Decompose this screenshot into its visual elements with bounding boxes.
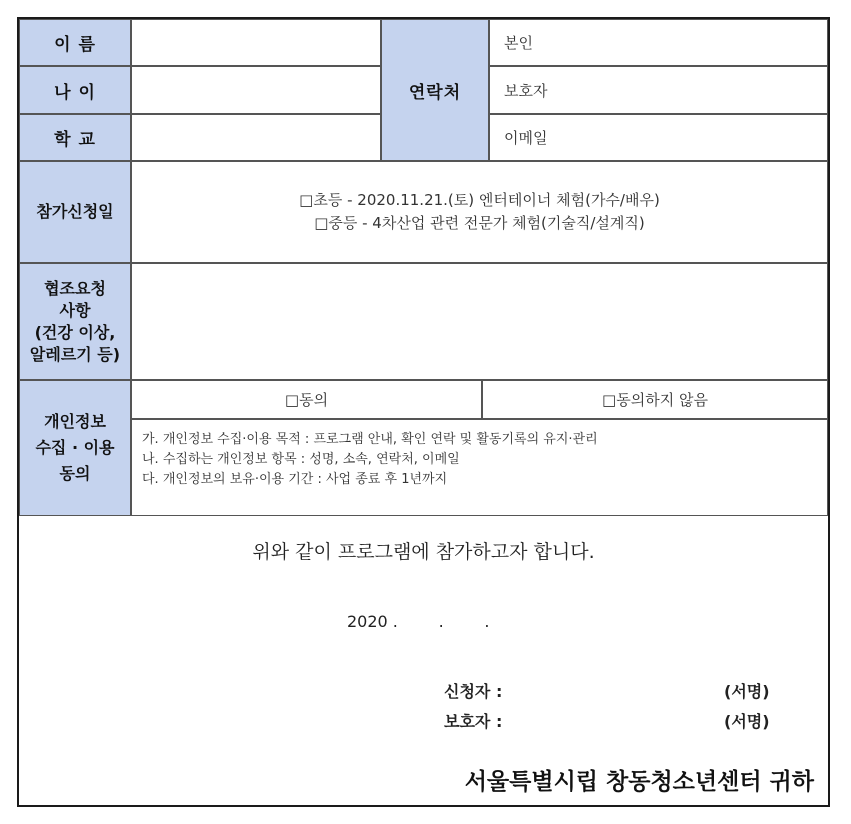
- declaration-section: [19, 515, 828, 805]
- consent-label: [19, 380, 131, 516]
- consent-detail-item: 나. 수집하는 개인정보 항목 : 성명, 소속, 연락처, 이메일: [142, 452, 460, 467]
- name-label: 이 름: [19, 19, 131, 66]
- consent-details: [131, 419, 828, 516]
- consent-label-line: 수집 · 이용: [35, 438, 115, 457]
- apply-date-label: 참가신청일: [19, 161, 131, 263]
- contact-email-label: 이메일: [504, 129, 548, 147]
- contact-self-label: 본인: [504, 34, 533, 52]
- declaration-text: 위와 같이 프로그램에 참가하고자 합니다.: [252, 541, 595, 563]
- consent-detail-item: 다. 개인정보의 보유·이용 기간 : 사업 종료 후 1년까지: [142, 472, 448, 487]
- apply-option-elementary[interactable]: □초등 - 2020.11.21.(토) 엔터테이너 체험(가수/배우): [299, 191, 660, 209]
- apply-options: [131, 161, 828, 263]
- request-label-line: 사항: [59, 300, 91, 320]
- request-label-line: 협조요청: [44, 278, 106, 298]
- consent-disagree-option[interactable]: □동의하지 않음: [482, 380, 828, 419]
- school-field[interactable]: [131, 114, 381, 161]
- name-field[interactable]: [131, 19, 381, 66]
- contact-guardian-label: 보호자: [504, 81, 548, 100]
- date-line[interactable]: 2020 . . .: [347, 612, 490, 631]
- school-label: 학 교: [19, 114, 131, 161]
- contact-label: 연락처: [381, 19, 489, 161]
- contact-email-field[interactable]: [489, 114, 828, 161]
- applicant-label: 신청자 :: [444, 682, 503, 701]
- consent-detail-item: 가. 개인정보 수집·이용 목적 : 프로그램 안내, 확인 연락 및 활동기록의 유지·관리: [142, 432, 598, 447]
- request-label-line: (건강 이상,: [34, 322, 116, 342]
- consent-agree-option[interactable]: □동의: [131, 380, 482, 419]
- age-field[interactable]: [131, 66, 381, 114]
- apply-option-middle[interactable]: □중등 - 4차산업 관련 전문가 체험(기술직/설계직): [314, 214, 645, 232]
- request-field[interactable]: [131, 263, 828, 380]
- consent-label-line: 개인정보: [44, 412, 106, 431]
- applicant-sign[interactable]: (서명): [724, 682, 770, 701]
- request-label-line: 알레르기 등): [29, 344, 121, 364]
- application-form: [17, 17, 830, 807]
- consent-label-line: 동의: [59, 464, 91, 483]
- addressee: 서울특별시립 창동청소년센터 귀하: [464, 769, 814, 795]
- request-label: [19, 263, 131, 380]
- age-label: 나 이: [19, 66, 131, 114]
- guardian-label: 보호자 :: [444, 712, 503, 731]
- contact-self-field[interactable]: [489, 19, 828, 66]
- guardian-sign[interactable]: (서명): [724, 712, 770, 731]
- contact-guardian-field[interactable]: [489, 66, 828, 114]
